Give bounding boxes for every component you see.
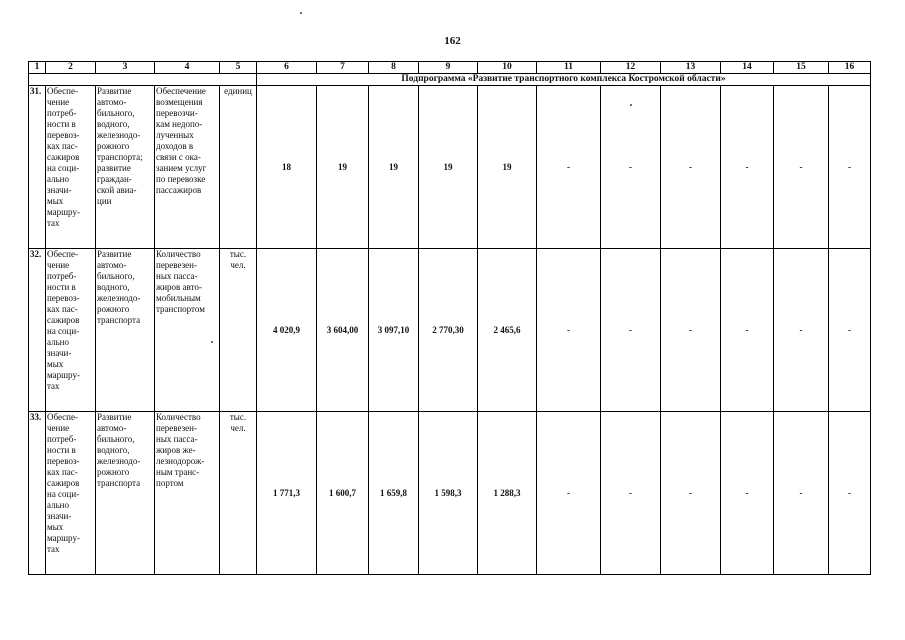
column-number-cell: 8 xyxy=(369,62,419,74)
column-number-cell: 9 xyxy=(419,62,478,74)
empty-value-cell: - xyxy=(721,86,774,249)
indicator-cell-line: возмещения xyxy=(156,97,203,107)
direction-cell-line: рожного xyxy=(97,141,130,151)
goal-cell-line: значи- xyxy=(47,185,72,195)
value-cell: 1 600,7 xyxy=(317,412,369,575)
value-cell: 1 288,3 xyxy=(478,412,537,575)
value-cell: 2 465,6 xyxy=(478,249,537,412)
direction-cell-line: бильного, xyxy=(97,271,135,281)
direction-cell-line: Развитие xyxy=(97,249,132,259)
direction-cell xyxy=(96,249,155,412)
goal-cell-line: ности в xyxy=(47,282,76,292)
indicator-cell-line: лезнодорож- xyxy=(156,456,205,466)
value-cell: 19 xyxy=(369,86,419,249)
empty-value-cell: - xyxy=(537,249,601,412)
direction-cell-line: водного, xyxy=(97,445,130,455)
goal-cell-line: ально xyxy=(47,174,69,184)
indicator-cell-line: мобильным xyxy=(156,293,201,303)
column-number-cell: 7 xyxy=(317,62,369,74)
goal-cell-line: ках пас- xyxy=(47,141,78,151)
goal-cell-line: значи- xyxy=(47,348,72,358)
direction-cell-line: железнодо- xyxy=(97,293,141,303)
direction-cell-line: граждан- xyxy=(97,174,132,184)
empty-value-cell: - xyxy=(774,412,829,575)
indicator-cell-line: связи с ока- xyxy=(156,152,201,162)
table-body xyxy=(29,62,871,575)
direction-cell xyxy=(96,86,155,249)
goal-cell-line: чение xyxy=(47,97,70,107)
column-number-cell: 6 xyxy=(257,62,317,74)
value-cell: 19 xyxy=(317,86,369,249)
goal-cell-line: ках пас- xyxy=(47,304,78,314)
value-cell: 1 659,8 xyxy=(369,412,419,575)
column-number-cell: 11 xyxy=(537,62,601,74)
indicator-cell-line: кам недопо- xyxy=(156,119,203,129)
value-cell: 3 604,00 xyxy=(317,249,369,412)
column-number-cell: 15 xyxy=(774,62,829,74)
direction-cell-line: рожного xyxy=(97,467,130,477)
indicator-cell-line: занием услуг xyxy=(156,163,207,173)
unit-cell xyxy=(220,412,257,575)
direction-cell-line: ции xyxy=(97,196,112,206)
direction-cell-line: автомо- xyxy=(97,97,127,107)
goal-cell xyxy=(46,86,96,249)
goal-cell-line: сажиров xyxy=(47,152,80,162)
direction-cell-line: водного, xyxy=(97,119,130,129)
column-numbers-row xyxy=(29,62,871,74)
indicator-cell-line: Количество xyxy=(156,412,201,422)
empty-value-cell: - xyxy=(661,412,721,575)
goal-cell xyxy=(46,249,96,412)
empty-value-cell: - xyxy=(721,249,774,412)
scan-speck xyxy=(300,12,302,14)
value-cell: 19 xyxy=(419,86,478,249)
empty-value-cell: - xyxy=(829,249,871,412)
indicator-cell-line: портом xyxy=(156,478,184,488)
direction-cell-line: железнодо- xyxy=(97,456,141,466)
value-cell: 3 097,10 xyxy=(369,249,419,412)
unit-cell xyxy=(220,249,257,412)
empty-value-cell: - xyxy=(721,412,774,575)
indicator-cell-line: Обеспечение xyxy=(156,86,206,96)
empty-value-cell: - xyxy=(601,249,661,412)
goal-cell-line: маршру- xyxy=(47,370,80,380)
empty-value-cell: - xyxy=(661,86,721,249)
goal-cell-line: маршру- xyxy=(47,207,80,217)
empty-value-cell: - xyxy=(601,86,661,249)
empty-value-cell: - xyxy=(774,86,829,249)
goal-cell-line: маршру- xyxy=(47,533,80,543)
empty-value-cell: - xyxy=(537,86,601,249)
empty-value-cell: - xyxy=(829,412,871,575)
direction-cell-line: ской авиа- xyxy=(97,185,137,195)
unit-cell-line: чел. xyxy=(230,423,246,433)
direction-cell-line: бильного, xyxy=(97,108,135,118)
column-number-cell: 14 xyxy=(721,62,774,74)
goal-cell-line: перевоз- xyxy=(47,456,80,466)
column-number-cell: 12 xyxy=(601,62,661,74)
indicator-cell-line: лученных xyxy=(156,130,194,140)
value-cell: 4 020,9 xyxy=(257,249,317,412)
column-number-cell: 3 xyxy=(96,62,155,74)
table-row xyxy=(29,412,871,575)
direction-cell-line: Развитие xyxy=(97,412,132,422)
table-row xyxy=(29,86,871,249)
value-cell: 19 xyxy=(478,86,537,249)
direction-cell-line: водного, xyxy=(97,282,130,292)
direction-cell-line: рожного xyxy=(97,304,130,314)
section-title: Подпрограмма «Развитие транспортного комплекса Костромской области» xyxy=(257,74,871,86)
direction-cell xyxy=(96,412,155,575)
goal-cell-line: ально xyxy=(47,337,69,347)
row-number: 33. xyxy=(29,412,46,575)
goal-cell-line: потреб- xyxy=(47,434,77,444)
column-number-cell: 13 xyxy=(661,62,721,74)
goal-cell-line: ках пас- xyxy=(47,467,78,477)
goal-cell xyxy=(46,412,96,575)
section-header-blank xyxy=(29,74,257,86)
indicator-cell-line: жиров авто- xyxy=(156,282,202,292)
indicator-cell-line: перевезен- xyxy=(156,260,197,270)
goal-cell-line: Обеспе- xyxy=(47,86,78,96)
indicator-cell-line: ным транс- xyxy=(156,467,200,477)
indicator-cell-line: доходов в xyxy=(156,141,194,151)
goal-cell-line: ально xyxy=(47,500,69,510)
direction-cell-line: железнодо- xyxy=(97,130,141,140)
goal-cell-line: мых xyxy=(47,522,64,532)
direction-cell-line: развитие xyxy=(97,163,131,173)
direction-cell-line: автомо- xyxy=(97,260,127,270)
goal-cell-line: мых xyxy=(47,196,64,206)
goal-cell-line: Обеспе- xyxy=(47,412,78,422)
column-number-cell: 2 xyxy=(46,62,96,74)
indicator-cell-line: перевозчи- xyxy=(156,108,198,118)
goal-cell-line: на соци- xyxy=(47,163,80,173)
indicator-cell xyxy=(155,86,220,249)
goal-cell-line: потреб- xyxy=(47,271,77,281)
unit-cell xyxy=(220,86,257,249)
row-number: 32. xyxy=(29,249,46,412)
indicator-cell-line: Количество xyxy=(156,249,201,259)
indicator-cell xyxy=(155,412,220,575)
goal-cell-line: потреб- xyxy=(47,108,77,118)
indicator-cell xyxy=(155,249,220,412)
indicator-cell-line: пассажиров xyxy=(156,185,202,195)
value-cell: 1 771,3 xyxy=(257,412,317,575)
indicator-cell-line: по перевозке xyxy=(156,174,206,184)
value-cell: 18 xyxy=(257,86,317,249)
goal-cell-line: тах xyxy=(47,218,60,228)
goal-cell-line: мых xyxy=(47,359,64,369)
direction-cell-line: бильного, xyxy=(97,434,135,444)
goal-cell-line: перевоз- xyxy=(47,130,80,140)
indicator-cell-line: ных пасса- xyxy=(156,271,198,281)
goal-cell-line: чение xyxy=(47,423,70,433)
goal-cell-line: ности в xyxy=(47,445,76,455)
page-number: 162 xyxy=(444,35,461,47)
row-number: 31. xyxy=(29,86,46,249)
direction-cell-line: транспорта; xyxy=(97,152,143,162)
direction-cell-line: автомо- xyxy=(97,423,127,433)
goal-cell-line: перевоз- xyxy=(47,293,80,303)
indicator-cell-line: жиров же- xyxy=(156,445,196,455)
goal-cell-line: значи- xyxy=(47,511,72,521)
table-row xyxy=(29,249,871,412)
value-cell: 1 598,3 xyxy=(419,412,478,575)
direction-cell-line: транспорта xyxy=(97,478,141,488)
unit-cell-line: единиц xyxy=(224,86,252,96)
empty-value-cell: - xyxy=(829,86,871,249)
column-number-cell: 10 xyxy=(478,62,537,74)
goal-cell-line: на соци- xyxy=(47,489,80,499)
unit-cell-line: чел. xyxy=(230,260,246,270)
column-number-cell: 1 xyxy=(29,62,46,74)
indicator-cell-line: ных пасса- xyxy=(156,434,198,444)
indicators-table xyxy=(28,61,871,575)
column-number-cell: 4 xyxy=(155,62,220,74)
goal-cell-line: чение xyxy=(47,260,70,270)
unit-cell-line: тыс. xyxy=(229,249,247,259)
column-number-cell: 16 xyxy=(829,62,871,74)
empty-value-cell: - xyxy=(774,249,829,412)
empty-value-cell: - xyxy=(661,249,721,412)
indicator-cell-line: транспортом xyxy=(156,304,205,314)
indicator-cell-line: перевезен- xyxy=(156,423,197,433)
goal-cell-line: тах xyxy=(47,544,60,554)
empty-value-cell: - xyxy=(601,412,661,575)
goal-cell-line: сажиров xyxy=(47,478,80,488)
section-header-row xyxy=(29,74,871,86)
empty-value-cell: - xyxy=(537,412,601,575)
goal-cell-line: ности в xyxy=(47,119,76,129)
goal-cell-line: Обеспе- xyxy=(47,249,78,259)
value-cell: 2 770,30 xyxy=(419,249,478,412)
direction-cell-line: Развитие xyxy=(97,86,132,96)
goal-cell-line: сажиров xyxy=(47,315,80,325)
goal-cell-line: тах xyxy=(47,381,60,391)
direction-cell-line: транспорта xyxy=(97,315,141,325)
column-number-cell: 5 xyxy=(220,62,257,74)
unit-cell-line: тыс. xyxy=(229,412,247,422)
goal-cell-line: на соци- xyxy=(47,326,80,336)
